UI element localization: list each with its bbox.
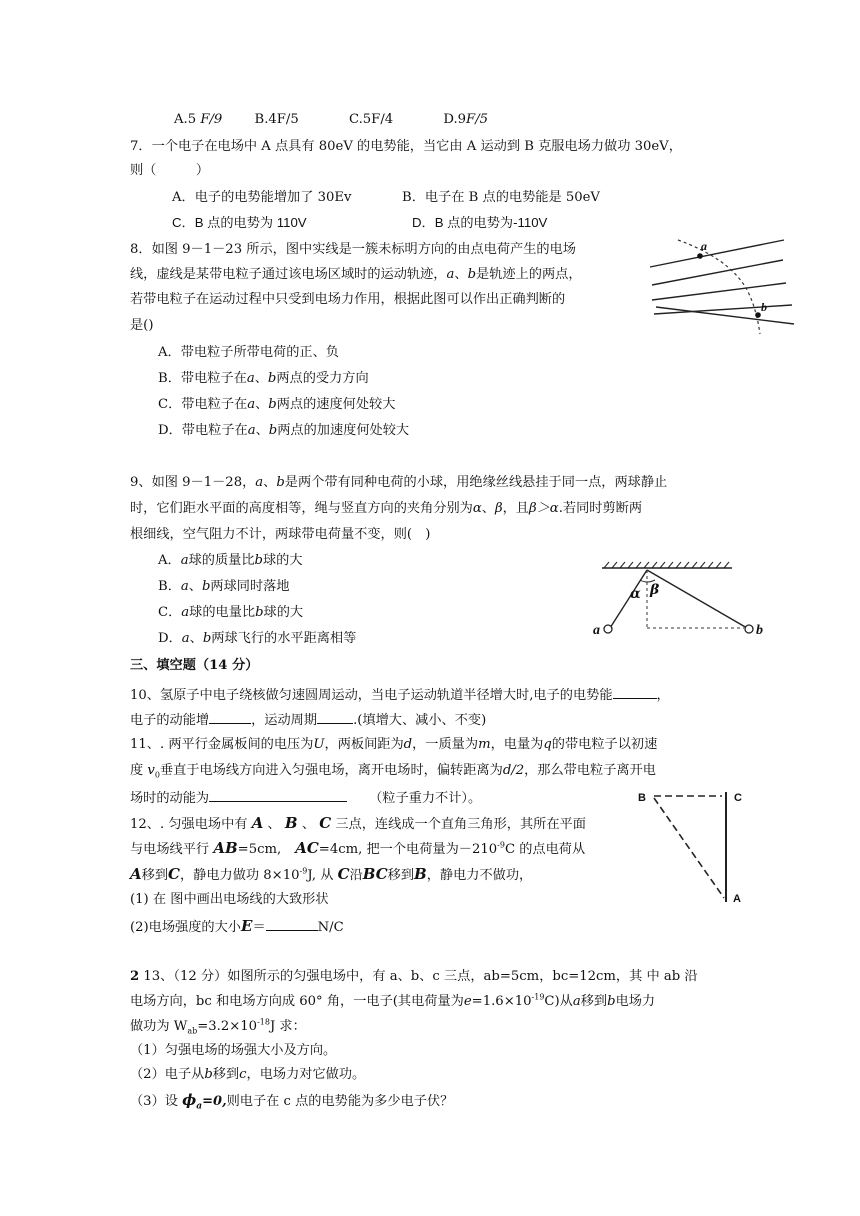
fig-label-a: a xyxy=(593,623,600,638)
vertex-B: B xyxy=(638,792,646,804)
q8-field-figure xyxy=(648,228,800,340)
q10-blank-3[interactable] xyxy=(317,709,353,724)
q8-option-b: B．带电粒子在a、b两点的受力方向 xyxy=(158,371,369,386)
q7-option-b: B．电子在 B 点的电势能是 50eV xyxy=(402,190,600,205)
q11-line3: 场时的动能为 （粒子重力不计）。 xyxy=(130,787,481,809)
q8-stem-line2: 线，虚线是某带电粒子通过该电场区域时的运动轨迹，a、b是轨迹上的两点， xyxy=(130,267,582,282)
q8-option-c: C．带电粒子在a、b两点的速度何处较大 xyxy=(158,397,396,412)
q9-option-d: D．a、b两球飞行的水平距离相等 xyxy=(158,631,357,646)
field-line xyxy=(652,283,786,300)
q9-option-b: B．a、b两球同时落地 xyxy=(158,579,290,594)
trajectory-dashed xyxy=(678,240,760,334)
q9-stem-line3: 根细线，空气阻力不计，两球带电荷量不变，则( ) xyxy=(130,527,431,542)
q9-pendulum-figure xyxy=(592,558,788,646)
q13-line6: （3）设 $\phi_a=0$,则电子在 c 点的电势能为多少电子伏？ xyxy=(130,1091,454,1112)
fig-label-b: b xyxy=(761,300,767,314)
point-a xyxy=(697,253,703,259)
q12-blank[interactable] xyxy=(266,916,318,931)
q10-blank-2[interactable] xyxy=(209,709,251,724)
q10-blank-1[interactable] xyxy=(613,684,657,699)
q13-line5: （2）电子从b移到c，电场力对它做功。 xyxy=(130,1067,366,1082)
q12-line2: 与电场线平行 AB=5cm, AC=4cm, 把一个电荷量为$-210^{-9}C$ 的点电荷从 xyxy=(130,839,586,857)
q8-stem-line4: 是() xyxy=(130,318,154,333)
vertex-C: C xyxy=(734,792,742,804)
q12-triangle-figure xyxy=(634,786,754,910)
string-a xyxy=(610,570,647,628)
q12-line3: A移到C，静电力做功 $8\times 10^{-9}J$, 从 C沿BC移到B，静电力不做功， xyxy=(130,865,533,883)
q7-option-c: C．B 点的电势为 110V xyxy=(172,215,307,230)
q6-options: A.5 F/9 B.4F/5 C.5F/4 D.9F/5 xyxy=(174,112,489,127)
fig-beta: β xyxy=(650,582,660,598)
ball-a xyxy=(604,625,612,633)
q13-line3: 做功为 $W_{ab}=3.2\times 10^{-18}J$ 求： xyxy=(130,1017,306,1036)
string-b xyxy=(647,570,747,628)
q8-option-d: D．带电粒子在a、b两点的加速度何处较大 xyxy=(158,423,410,438)
section3-title: 三、填空题（14 分） xyxy=(130,658,259,673)
ball-b xyxy=(745,625,753,633)
q11-line1: 11、. 两平行金属板间的电压为U，两板间距为d，一质量为m，电量为q的带电粒子以初速 xyxy=(130,737,658,752)
q7-option-a: A．电子的电势能增加了 30Ev xyxy=(172,190,352,205)
q13-line1: 2 13、（12 分）如图所示的匀强电场中，有 a、b、c 三点，ab=5cm，bc=12cm，其 中 ab 沿 xyxy=(130,969,698,984)
point-b xyxy=(755,312,761,318)
ceiling-hatch xyxy=(604,562,729,568)
q9-option-c: C．a球的电量比b球的大 xyxy=(158,605,304,620)
side-ab xyxy=(654,798,724,898)
q9-option-a: A．a球的质量比b球的大 xyxy=(158,553,303,568)
q10-line2: 电子的动能增 ，运动周期 .(填增大、减小、不变) xyxy=(130,709,486,731)
q11-line2: 度 $v_0$垂直于电场线方向进入匀强电场，离开电场时，偏转距离为d/2，那么带电粒子离开电 xyxy=(130,763,656,780)
fig-alpha: α xyxy=(630,586,641,602)
q13-line4: （1）匀强电场的场强大小及方向。 xyxy=(130,1043,337,1058)
q7-option-d: D．B 点的电势为-110V xyxy=(412,215,548,230)
q9-stem-line1: 9、如图 9－1－28，a、b是两个带有同种电荷的小球，用绝缘丝线悬挂于同一点，两球静止 xyxy=(130,475,668,490)
fig-label-b: b xyxy=(756,623,763,638)
vertex-A: A xyxy=(733,893,741,905)
q12-line4: (1) 在 图中画出电场线的大致形状 xyxy=(130,892,329,907)
q8-stem-line3: 若带电粒子在运动过程中只受到电场力作用，根据此图可以作出正确判断的 xyxy=(130,292,566,307)
q11-blank[interactable] xyxy=(209,787,347,802)
q12-line5: (2)电场强度的大小E＝ N/C xyxy=(130,917,344,935)
q10-line1: 10、氢原子中电子绕核做匀速圆周运动，当电子运动轨道半径增大时,电子的电势能 ， xyxy=(130,684,670,706)
field-line xyxy=(652,260,783,285)
q12-line1: 12、. 匀强电场中有 A 、 B 、 C 三点，连线成一个直角三角形，其所在平面 xyxy=(130,814,586,832)
fig-label-a: a xyxy=(701,239,707,253)
q8-option-a: A．带电粒子所带电荷的正、负 xyxy=(158,345,339,360)
q9-stem-line2: 时，它们距水平面的高度相等，绳与竖直方向的夹角分别为α、β，且β＞α.若同时剪断两 xyxy=(130,501,643,516)
q7-stem-line1: 7．一个电子在电场中 A 点具有 80eV 的电势能，当它由 A 运动到 B 克服电场力做功 30eV， xyxy=(130,139,682,154)
q7-stem-line2: 则（ ） xyxy=(130,163,210,178)
q13-line2: 电场方向，bc 和电场方向成 60° 角，一电子(其电荷量为$e=1.6\times 10^{-19}C$)从a移到b电场力 xyxy=(130,992,656,1009)
q8-stem-line1: 8．如图 9－1－23 所示，图中实线是一簇未标明方向的由点电荷产生的电场 xyxy=(130,242,576,257)
